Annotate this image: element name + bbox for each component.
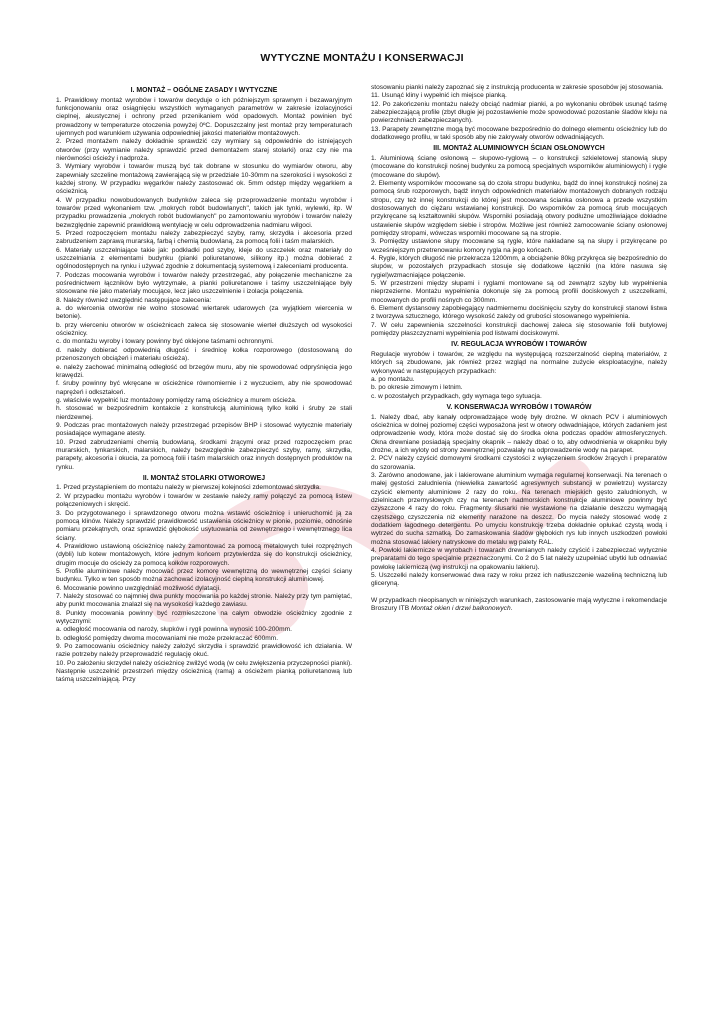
- paragraph: 9. Podczas prac montażowych należy przestrzegać przepisów BHP i stosować wytycznie materiały posiadające wymagane atesty.: [56, 421, 352, 438]
- section-heading: I. MONTAŻ – OGÓLNE ZASADY I WYTYCZNE: [130, 87, 278, 94]
- paragraph: a. do wiercenia otworów nie wolno stosować wiertarek udarowych (za wyjątkiem wiercenia w betonie).: [56, 305, 352, 321]
- paragraph: h. stosować w bezpośrednim kontakcie z konstrukcją aluminiową tylko kołki i śruby ze stali nierdzewnej.: [56, 405, 352, 421]
- paragraph: a. po montażu.: [371, 376, 415, 383]
- paragraph: 13. Parapety zewnętrzne mogą być mocowane bezpośrednio do dolnego elementu ościeżnicy lub do dodatkowego profilu, w taki sposób aby nie zakrywały otworów odwadniających.: [371, 125, 667, 142]
- paragraph: g. właściwie wypełnić luz montażowy pomiędzy ramą ościeżnicy a murem ościeża.: [56, 396, 297, 404]
- paragraph: 5. Uszczelki należy konserwować dwa razy w roku przez ich natłuszczenie wazeliną techniczną lub gliceryną.: [371, 572, 667, 588]
- paragraph: 4. Prawidłowo ustawioną ościeżnicę należy zamontować za pomocą metalowych tulei rozprężnych (dybli) lub kotew montażowych, które jednym końcem przytwierdza się do konstrukcji ościeżnicy, drugim mocuje do ościeży za pomocą kołków rozporowych.: [56, 542, 352, 567]
- paragraph: b. odległość pomiędzy dwoma mocowaniami nie może przekraczać 600mm.: [56, 634, 279, 642]
- paragraph: 7. W celu zapewnienia szczelności konstrukcji dachowej zaleca się stosowanie folii butylowej pomiędzy płaszczyznami wypełnienia pod listwami dociskowymi.: [371, 321, 667, 338]
- paragraph: 2. Elementy wsporników mocowane są do czoła stropu budynku, bądź do innej konstrukcji nośnej za pomocą śrub rozporowych, bądź innych odpowiednich materiałów montażowych dobranych rodzaju stropu, czy też innej konstrukcji do której jest mocowana ścianka osłonowa a przede wszystkim dostosowanych do ciężaru wstawianej konstrukcji. Do wsporników za pomocą śrub mocujących przykręcane są kształtowniki słupów. Wsporniki posiadają otwory podłużne umożliwiające dokładne ustawienie słupów względem siebie i stropów. Możliwe jest również zamocowanie ściany osłonowej pomiędzy stropami, wówczas wsporniki mocowane są na stropie.: [371, 179, 667, 237]
- paragraph: 10. Po założeniu skrzydeł należy ościeżnicę zwilżyć wodą (w celu zwiększenia przyczepności pianki). Następnie uszczelnić przestrzeń między ościeżnicą (ramą) a ościeżem pianką poliuretanową lub taśmą uszczelniającą. Przy: [56, 659, 352, 684]
- paragraph: 1. Przed przystąpieniem do montażu należy w pierwszej kolejności zdemontować skrzydła.: [56, 484, 321, 492]
- paragraph: 1. Należy dbać, aby kanały odprowadzające wodę były drożne. W oknach PCV i aluminiowych ościeżnica w dolnej poziomej części wyposażona jest w otwory odwadniające, których zadaniem jest odprowadzenie wody, która może dostać się do środka okna podczas opadów atmosferycznych. Okna drewniane posiadają specjalny okapnik – należy dbać o to, aby odwodnienia w okapniku były drożne, a ich wyloty od strony zewnętrznej pozwalały na odprowadzenie wody na parapet.: [371, 413, 667, 454]
- paragraph: 11. Usunąć kliny i wypełnić ich miejsce pianką.: [371, 92, 507, 100]
- paragraph: 5. W przestrzeni między słupami i ryglami montowane są od zewnątrz szyby lub wypełnienia nieprzezierne. Montażu wypełnienia dokonuje się za pomocą profili dociskowych z uszczelkami, mocowanych do profili nośnych co 300mm.: [371, 280, 667, 304]
- paragraph: 5. Profile aluminiowe należy mocować przez komorę wewnętrzną do wewnętrznej części ściany budynku. Tylko w ten sposób można zachować izolacyjność cieplną konstrukcji aluminiowej.: [56, 567, 352, 584]
- footer-note-title: Montaż okien i drzwi balkonowych: [410, 605, 511, 613]
- section-heading: V. KONSERWACJA WYROBÓW I TOWARÓW: [446, 404, 592, 412]
- paragraph: 4. Powłoki lakiernicze w wyrobach i towarach drewnianych należy czyścić i zabezpieczać wytycznie preparatami do tego specjalnie przeznaczonymi. Co 2 do 5 lat należy uzupełniać ubytki lub odnawiać powłokę lakierniczą (wg instrukcji na opakowaniu lakieru).: [371, 547, 667, 571]
- document-title: WYTYCZNE MONTAŻU I KONSERWACJI: [260, 52, 464, 64]
- paragraph: c. do montażu wyroby i towary powinny być oklejone taśmami ochronnymi.: [56, 338, 274, 346]
- footer-note-end: .: [510, 605, 513, 613]
- paragraph: 4. W przypadku nowobudowanych budynków zaleca się przeprowadzenie montażu wyrobów i towarów przed wykonaniem tzw. „mokrych robót budowlanych", takich jak tynki, wylewki, itp. W przypadku prowadzenia „mokrych robót budowlanych" po zamontowaniu wyrobów i towarów należy bezwzględnie zapewnić prawidłową wentylację w celu odprowadzenia nadmiaru wilgoci.: [56, 196, 352, 229]
- paragraph: c. w pozostałych przypadkach, gdy wymaga tego sytuacja.: [371, 392, 542, 400]
- paragraph: 8. Należy również uwzględnić następujące zalecenia:: [56, 296, 212, 304]
- footer-note-text: W przypadkach nieopisanych w niniejszych warunkach, zastosowanie mają wytyczne i rekomendacje Broszury ITB: [371, 596, 667, 613]
- paragraph: 3. Wymiary wyrobów i towarów muszą być tak dobrane w stosunku do wymiarów otworu, aby zapewniały szczeline montażową zawierającą się w przedziale 10-30mm na szerokości i wysokości z każdej strony. W przypadku węgarków należy zastosować ok. 5mm odstęp między węgarkiem a ościeżnicą.: [56, 163, 352, 196]
- paragraph: 10. Przed zabrudzeniami chemią budowlaną, środkami żrącymi oraz przed rozpoczęciem prac murarskich, tynkarskich, malarskich, należy bezwzględnie zabezpieczyć szyby, ramy, skrzydła, parapety, akcesoria i okucia, za pomocą folii i taśm malarskich oraz innych dostępnych produktów na rynku.: [56, 438, 352, 471]
- paragraph: a. odległość mocowania od naroży, słupków i rygli powinna wynosić 100-200mm.: [56, 626, 292, 634]
- right-column: [371, 84, 667, 1004]
- footer-note: [371, 597, 667, 614]
- paragraph: Regulacje wyrobów i towarów, ze względu na występującą rozszerzalność cieplną materiałów, z których są zbudowane, jak również przez wzgląd na normalne zużycie eksploatacyjne, należy wykonywać w następujących przypadkach:: [371, 350, 667, 375]
- paragraph: 6. Element dystansowy zapobiegający nadmiernemu dociśnięciu szyby do konstrukcji stanowi listwa z tworzywa sztucznego, którego wysokość zależy od grubości stosowanego wypełnienia.: [371, 305, 667, 321]
- paragraph: 3. Do przygotowanego i sprawdzonego otworu można wstawić ościeżnicę i unieruchomić ją za pomocą klinów. Należy sprawdzić prawidłowość ustawienia ościeżnicy w pionie, poziomie, odnośnie pomiaru przekątnych, oraz sprawdzić głębokość usytuowania od zewnętrznego i wewnętrznego lica ściany.: [56, 509, 352, 542]
- paragraph: 5. Przed rozpoczęciem montażu należy zabezpieczyć szyby, ramy, skrzydła i akcesoria przed zabrudzeniem zaprawą murarską, farbą i chemią budowlaną, za pomocą folii i taśm malarskich.: [56, 230, 352, 246]
- paragraph: 3. Pomiędzy ustawione słupy mocowane są rygle, które nakładane są na słupy i przykręcane po wcześniejszym przetrenowaniu komory rygla na jego końcach.: [371, 238, 667, 254]
- paragraph: 7. Należy stosować co najmniej dwa punkty mocowania po każdej stronie. Należy przy tym pamiętać, aby punkt mocowania znalazł się na wysokości każdego zawiasu.: [56, 592, 352, 609]
- paragraph: 2. W przypadku montażu wyrobów i towarów w zestawie należy ramy połączyć za pomocą listew połączeniowych i skręcić.: [56, 492, 352, 509]
- paragraph: 3. Zarówno anodowane, jak i lakierowane aluminium wymaga regularnej konserwacji. Na terenach o małej gęstości zaludnienia (niewielka zawartość agresywnych substancji w powietrzu) wystarczy czyścić elementy aluminiowe 2 razy do roku. Na terenach miejskich gęsto zaludnionych, w dzielnicach przemysłowych czy na terenach nadmorskich konstrukcje aluminiowe powinny być czyszczone 4 razy do roku. Fragmenty ślusarki nie wystawione na działanie deszczu wymagają częstszego czyszczenia niż elementy narażone na deszcz. Do mycia należy stosować wodę z dodatkiem łagodnego detergentu. Po umyciu konstrukcję trzeba dokładnie opłukać czystą wodą i wytrzeć do sucha szmatką. Do zamaskowania śladów głębokich rys lub innych uszkodzeń powłoki można stosować lakiery natryskowe do metalu wg palety RAL.: [371, 471, 667, 546]
- paragraph: b. przy wierceniu otworów w ościeżnicach zaleca się stosowanie wierteł dłuższych od wysokości ościeżnicy.: [56, 321, 352, 338]
- paragraph: 7. Podczas mocowania wyrobów i towarów należy przestrzegać, aby połączenie mechaniczne za pośrednictwem łączników było wytrzymałe, a pianki poliuretanowe i taśmy uszczelniające były stosowane nie jako materiały mocujące, lecz jako uszczelnienie i izolacja połączenia.: [56, 271, 352, 296]
- paragraph: 6. Mocowanie powinno uwzględniać możliwość dylatacji.: [56, 584, 221, 592]
- paragraph: 1. Prawidłowy montaż wyrobów i towarów decyduje o ich późniejszym sprawnym i bezawaryjnym funkcjonowaniu oraz osiągnięciu wszystkich wymaganych parametrów w zakresie izolacyjności cieplnej, akustycznej i ochrony przed przenikaniem wód opadowych. Montaż powinien być prowadzony w temperaturze otoczenia powyżej 0ºC. Dopuszczalny jest montaż przy temperaturach ujemnych pod warunkiem używania odpowiedniej jakości materiałów montażowych.: [56, 96, 352, 137]
- paragraph: 2. Przed montażem należy dokładnie sprawdzić czy wymiary są odpowiednie do istniejących otworów (przy wymianie należy sprawdzić przed demontażem starej stolarki) oraz czy nie ma nierówności ościeży i nadproża.: [56, 138, 352, 162]
- paragraph: 8. Punkty mocowania powinny być rozmieszczone na całym obwodzie ościeżnicy zgodnie z wytycznymi:: [56, 609, 352, 625]
- section-heading: IV. REGULACJA WYROBÓW I TOWARÓW: [451, 341, 587, 349]
- paragraph: e. należy zachować minimalną odległość od brzegów muru, aby nie spowodować odpryśnięcia jego krawędzi.: [56, 363, 352, 379]
- paragraph: 6. Materiały uszczelniające takie jak: podkładki pod szyby, kleje do uszczelek oraz materiały do uszczelniania z elementami budynku (pianki poliuretanowe, silikony itp.) można dobierać z ogólnodostępnych na rynku i używać zgodnie z dokumentacją systemową i zaleceniami producenta.: [56, 246, 352, 271]
- section-heading: II. MONTAŻ STOLARKI OTWOROWEJ: [142, 474, 266, 482]
- paragraph: 4. Rygle, których długość nie przekracza 1200mm, a obciążenie 80kg przykręca się bezpośrednio do słupów, w pozostałych przypadkach stosuje się dodatkowe łączniki (na które nasuwa się rygiel)wzmacniające połączenie.: [371, 255, 667, 279]
- paragraph: 2. PCV należy czyścić domowymi środkami czystości z wyłączeniem środków żrących i preparatów do szorowania.: [371, 455, 667, 471]
- paragraph: 1. Aluminiową ścianę osłonową – słupowo-ryglową – o konstrukcji szkieletowej stanowią słupy (mocowane do konstrukcji nośnej budynku za pomocą specjalnych wsporników aluminiowych) i rygle (mocowane do słupów).: [371, 154, 667, 179]
- paragraph: d. należy dobierać odpowiednią długość i średnicę kołka rozporowego (dostosowaną do przenoszonych obciążeń i materiału ościeża).: [56, 346, 352, 363]
- section-heading: III. MONTAŻ ALUMINIOWYCH ŚCIAN OSŁONOWYCH: [433, 145, 605, 153]
- paragraph: f. śruby powinny być wkręcane w ościeżnice równomiernie i z wyczuciem, aby nie spowodować naprężeń i odkształceń.: [56, 380, 352, 396]
- paragraph: 9. Po zamocowaniu ościeżnicy należy założyć skrzydła i sprawdzić prawidłowość ich działania. W razie potrzeby należy przeprowadzić regulację okuć.: [56, 643, 352, 659]
- paragraph: 12. Po zakończeniu montażu należy obciąć nadmiar pianki, a po wykonaniu obróbek usunąć taśmę zabezpieczającą profile (zbyt długie jej pozostawienie może spowodować pozostanie śladów kleju na powierzchniach zabezpieczanych).: [371, 100, 667, 125]
- paragraph: stosowaniu pianki należy zapoznać się z instrukcją producenta w zakresie sposobów jej stosowania.: [371, 84, 664, 91]
- left-column: [56, 84, 352, 1004]
- paragraph: b. po okresie zimowym i letnim.: [371, 384, 463, 392]
